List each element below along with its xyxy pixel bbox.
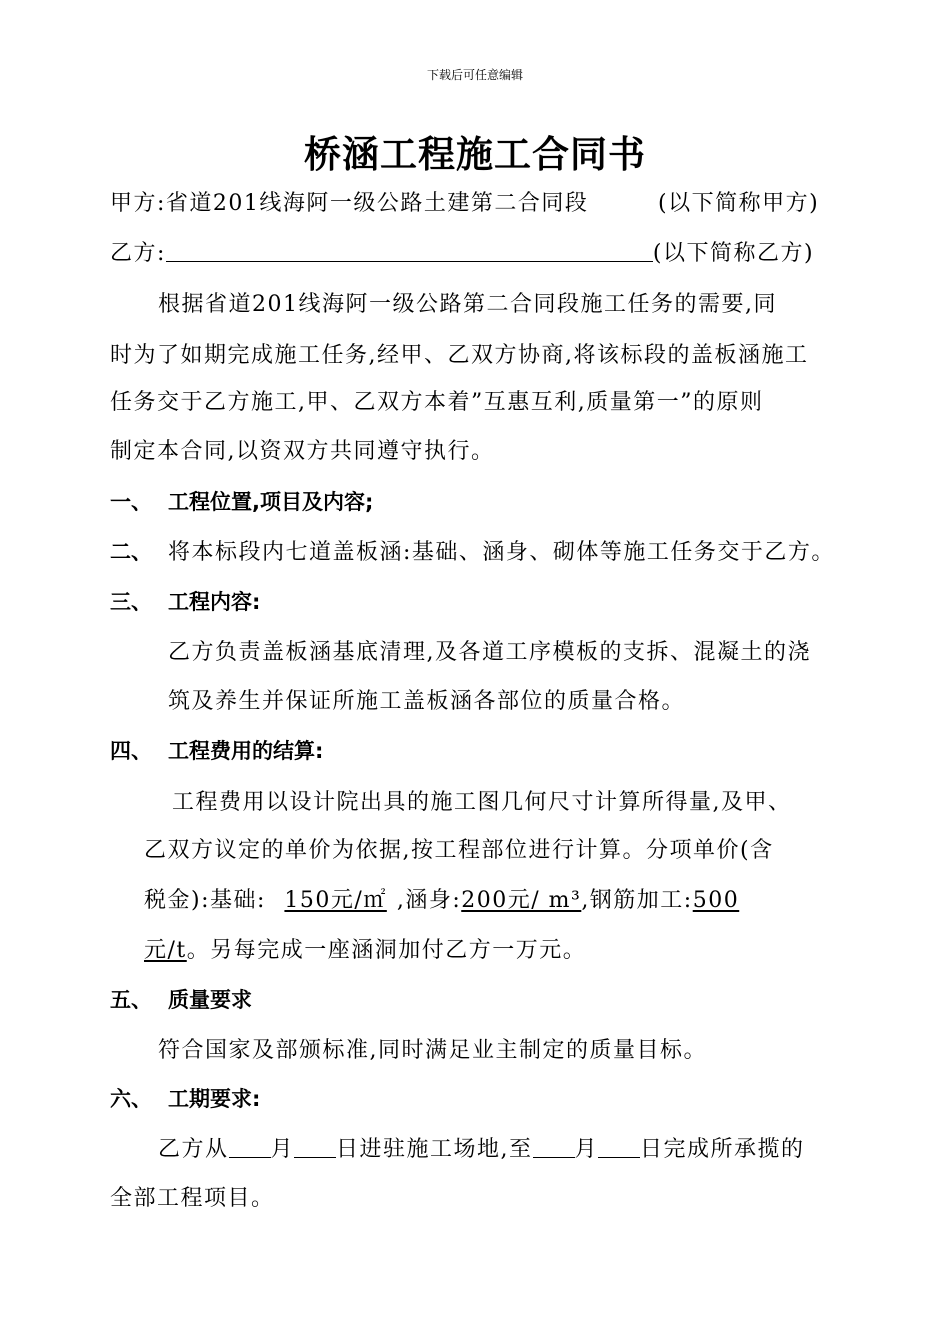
section-4-line-3-prefix: 税金):基础: [144,888,266,913]
intro-line-1: 根据省道201线海阿一级公路第二合同段施工任务的需要,同 [158,292,777,317]
section-3-line-2: 筑及养生并保证所施工盖板涵各部位的质量合格。 [168,689,686,714]
start-day-blank[interactable] [294,1137,336,1158]
section-5-title: 质量要求 [168,988,252,1012]
schedule-text-mid: 日进驻施工场地,至 [336,1137,533,1162]
section-4-line-3-mid: ,涵身: [396,888,462,913]
party-a-suffix: (以下简称甲方) [658,191,820,216]
schedule-text-from: 乙方从 [158,1137,229,1162]
end-day-blank[interactable] [598,1137,640,1158]
section-3-number: 三、 [110,590,152,614]
party-a-name: 省道201线海阿一级公路土建第二合同段 [165,191,589,216]
party-b-suffix: (以下简称乙方) [652,241,815,266]
end-month-blank[interactable] [533,1137,575,1158]
section-4-line-2: 乙双方议定的单价为依据,按工程部位进行计算。分项单价(含 [144,838,774,863]
party-b-blank[interactable] [166,241,653,262]
section-1-number: 一、 [110,490,152,514]
section-4-line-4 [144,933,586,964]
section-4-line-3 [144,883,739,914]
section-5-number: 五、 [110,988,152,1012]
culvert-body-price: 200元/ m³ [461,888,582,913]
section-1-title: 工程位置,项目及内容; [168,490,374,514]
rebar-price-part-1: 500 [692,888,740,913]
section-6-number: 六、 [110,1087,152,1111]
schedule-text-end: 日完成所承揽的 [640,1137,805,1162]
section-2-number: 二、 [110,540,152,564]
section-4-line-1: 工程费用以设计院出具的施工图几何尺寸计算所得量,及甲、 [172,790,792,815]
section-3-title: 工程内容: [168,590,261,614]
section-6-title: 工期要求: [168,1087,261,1111]
party-b-label: 乙方: [110,241,166,266]
section-4-line-4-rest: 。另每完成一座涵洞加付乙方一万元。 [186,938,587,963]
intro-line-3: 任务交于乙方施工,甲、乙双方本着”互惠互利,质量第一”的原则 [110,390,764,415]
party-a-line [110,186,588,217]
section-4-title: 工程费用的结算: [168,739,324,763]
intro-line-2: 时为了如期完成施工任务,经甲、乙双方协商,将该标段的盖板涵施工 [110,343,809,368]
document-title: 桥涵工程施工合同书 [304,133,646,176]
intro-line-4: 制定本合同,以资双方共同遵守执行。 [110,439,495,464]
schedule-text-month-2: 月 [574,1137,599,1162]
start-month-blank[interactable] [229,1137,271,1158]
section-4-number: 四、 [110,739,152,763]
page-header-note: 下载后可任意编辑 [426,68,523,82]
party-a-label: 甲方: [110,191,166,216]
party-b-line [110,236,814,267]
rebar-price-part-2: 元/t [144,938,187,963]
section-5-text: 符合国家及部颁标准,同时满足业主制定的质量目标。 [158,1038,707,1063]
foundation-price: 150元/㎡ [284,888,387,913]
section-2-text: 将本标段内七道盖板涵:基础、涵身、砌体等施工任务交于乙方。 [168,540,835,565]
section-6-line-1 [158,1132,805,1163]
schedule-text-month-1: 月 [270,1137,295,1162]
section-4-line-3-sep: ,钢筋加工: [581,888,693,913]
section-3-line-1: 乙方负责盖板涵基底清理,及各道工序模板的支拆、混凝土的浇 [168,640,811,665]
section-6-line-2: 全部工程项目。 [110,1186,275,1211]
